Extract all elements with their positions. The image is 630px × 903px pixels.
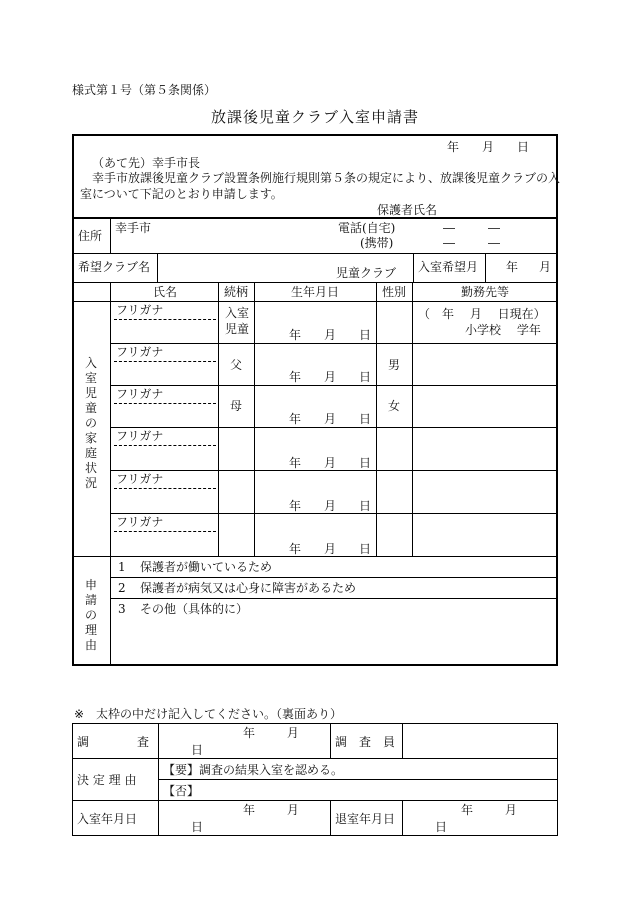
reason-number: 1 xyxy=(118,560,126,574)
entry-month-unit: 月 xyxy=(286,803,299,817)
entry-year-unit: 年 xyxy=(506,260,519,274)
survey-year-unit: 年 xyxy=(243,726,256,740)
club-label-divider xyxy=(157,253,158,282)
club-suffix: 児童クラブ xyxy=(336,266,397,280)
reason-text: 保護者が病気又は心身に障害があるため xyxy=(140,581,357,595)
furigana-line xyxy=(114,445,216,446)
survey-label: 調 査 xyxy=(73,724,159,759)
birth-month-unit: 月 xyxy=(324,499,337,513)
phone-mobile-label: (携帯) xyxy=(360,236,394,250)
relation-father: 父 xyxy=(230,358,243,372)
entry-day-unit: 日 xyxy=(191,820,204,834)
birth-month-unit: 月 xyxy=(324,328,337,342)
birth-month-unit: 月 xyxy=(324,412,337,426)
header-relation: 続柄 xyxy=(224,285,249,299)
birth-year-unit: 年 xyxy=(289,499,302,513)
survey-date-cell xyxy=(159,724,331,759)
dates-row xyxy=(73,801,558,836)
furigana-line xyxy=(114,403,216,404)
family-side-label: 入室児童の家庭状況 xyxy=(84,356,97,490)
furigana-line xyxy=(114,361,216,362)
sex-female: 女 xyxy=(388,399,401,413)
furigana-label: フリガナ xyxy=(116,387,164,401)
form-number: 様式第１号（第５条関係） xyxy=(72,83,217,97)
entry-month-label: 入室希望月 xyxy=(418,260,479,274)
school-grade-note: 小学校 学年 xyxy=(465,323,541,337)
header-birthdate: 生年月日 xyxy=(291,285,340,299)
reason-divider-1 xyxy=(110,577,557,578)
header-divider xyxy=(73,301,557,302)
birth-col-divider xyxy=(376,282,377,556)
relation-child-line-1: 入室 xyxy=(225,306,250,320)
furigana-label: フリガナ xyxy=(116,303,164,317)
exit-date-cell xyxy=(403,801,558,836)
addressee: （あて先）幸手市長 xyxy=(92,156,201,170)
birth-day-unit: 日 xyxy=(359,499,372,513)
form-title: 放課後児童クラブ入室申請書 xyxy=(211,108,420,126)
office-use-table xyxy=(72,723,558,836)
club-name-divider xyxy=(413,253,414,282)
statement-line-1: 幸手市放課後児童クラブ設置条例施行規則第５条の規定により、放課後児童クラブの入 xyxy=(92,171,561,185)
furigana-line xyxy=(114,319,216,320)
row-divider-1 xyxy=(110,343,557,344)
birth-day-unit: 日 xyxy=(359,456,372,470)
birth-year-unit: 年 xyxy=(289,412,302,426)
exit-year-unit: 年 xyxy=(461,803,474,817)
exit-date-label: 退室年月日 xyxy=(331,801,403,836)
row-divider-3 xyxy=(110,427,557,428)
birth-day-unit: 日 xyxy=(359,542,372,556)
birth-month-unit: 月 xyxy=(324,456,337,470)
birth-year-unit: 年 xyxy=(289,542,302,556)
surveyor-label: 調 査 員 xyxy=(331,724,403,759)
survey-month-unit: 月 xyxy=(286,726,299,740)
entry-date-label: 入室年月日 xyxy=(73,801,159,836)
birth-month-unit: 月 xyxy=(324,370,337,384)
reason-number: 2 xyxy=(118,581,126,595)
birth-day-unit: 日 xyxy=(359,370,372,384)
school-date-note: （ 年 月 日現在） xyxy=(418,307,546,321)
birth-year-unit: 年 xyxy=(289,370,302,384)
exit-month-unit: 月 xyxy=(504,803,517,817)
surveyor-value xyxy=(403,724,558,759)
exit-day-unit: 日 xyxy=(435,820,448,834)
birth-day-unit: 日 xyxy=(359,328,372,342)
address-city: 幸手市 xyxy=(115,221,152,235)
reason-side-label: 申請の理由 xyxy=(84,578,97,652)
note-text: 太枠の中だけ記入してください。（裏面あり） xyxy=(96,707,343,721)
note-mark: ※ xyxy=(74,707,85,721)
furigana-label: フリガナ xyxy=(116,515,164,529)
survey-row xyxy=(73,724,558,759)
furigana-label: フリガナ xyxy=(116,472,164,486)
statement-line-2: 室について下記のとおり申請します。 xyxy=(80,187,283,201)
entry-date-cell xyxy=(159,801,331,836)
phone-mobile-dash-2: ― xyxy=(488,236,500,250)
reason-text: 保護者が働いているため xyxy=(140,560,273,574)
entry-year-unit: 年 xyxy=(243,803,256,817)
header-workplace: 勤務先等 xyxy=(461,285,510,299)
phone-home-dash-2: ― xyxy=(488,221,500,235)
furigana-label: フリガナ xyxy=(116,345,164,359)
furigana-line xyxy=(114,531,216,532)
furigana-label: フリガナ xyxy=(116,429,164,443)
header-sex: 性別 xyxy=(382,285,407,299)
decision-label: 決 定 理 由 xyxy=(73,759,159,801)
address-label-divider xyxy=(110,217,111,253)
decision-row-approve xyxy=(73,759,558,780)
furigana-line xyxy=(114,488,216,489)
birth-year-unit: 年 xyxy=(289,328,302,342)
decision-approve: 【要】調査の結果入室を認める。 xyxy=(159,759,558,780)
sex-col-divider xyxy=(412,282,413,556)
applicant-divider xyxy=(73,217,557,219)
phone-home-dash-1: ― xyxy=(443,221,455,235)
club-name-label: 希望クラブ名 xyxy=(78,260,151,274)
phone-home-label: 電話(自宅) xyxy=(338,221,396,235)
entry-month-divider xyxy=(485,253,486,282)
reason-divider-2 xyxy=(110,598,557,599)
address-label: 住所 xyxy=(78,229,103,243)
row-divider-4 xyxy=(110,470,557,471)
date-day-label: 日 xyxy=(517,140,530,154)
date-year-label: 年 xyxy=(447,140,460,154)
birth-month-unit: 月 xyxy=(324,542,337,556)
relation-mother: 母 xyxy=(230,399,243,413)
name-col-divider xyxy=(218,282,219,556)
reason-number: 3 xyxy=(118,602,126,616)
family-bottom-divider xyxy=(73,556,557,557)
club-divider xyxy=(73,282,557,283)
sex-male: 男 xyxy=(388,358,401,372)
relation-child-line-2: 児童 xyxy=(225,322,250,336)
entry-month-unit: 月 xyxy=(539,260,552,274)
guardian-name-label: 保護者氏名 xyxy=(377,203,438,217)
survey-day-unit: 日 xyxy=(191,743,204,757)
birth-day-unit: 日 xyxy=(359,412,372,426)
header-name: 氏名 xyxy=(153,285,178,299)
decision-reject: 【否】 xyxy=(159,780,558,801)
side-label-divider xyxy=(110,282,111,665)
reason-text: その他（具体的に） xyxy=(140,602,249,616)
date-month-label: 月 xyxy=(482,140,495,154)
birth-year-unit: 年 xyxy=(289,456,302,470)
row-divider-5 xyxy=(110,513,557,514)
phone-mobile-dash-1: ― xyxy=(443,236,455,250)
row-divider-2 xyxy=(110,385,557,386)
relation-col-divider xyxy=(254,282,255,556)
